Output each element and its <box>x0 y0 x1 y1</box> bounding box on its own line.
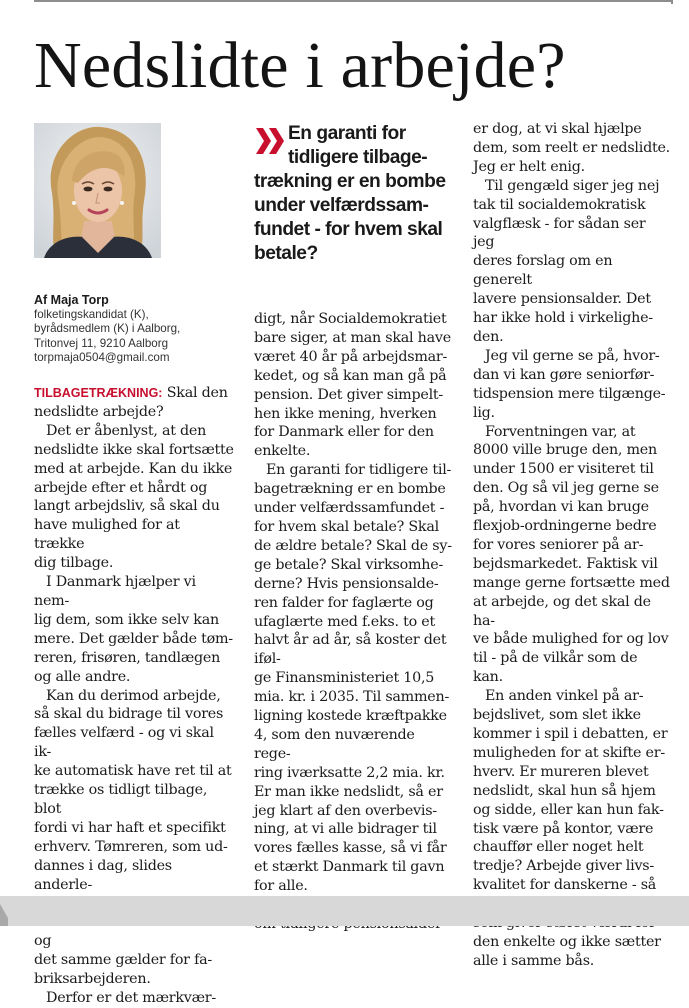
article-line: tidspension mere tilgænge- <box>473 385 666 402</box>
article-line: mia. kr. i 2035. Til sammen- <box>254 689 450 706</box>
article-line: nedslidte arbejde? <box>34 403 164 420</box>
article-paragraph <box>254 310 454 461</box>
article-line: En garanti for tidligere til- <box>266 462 452 479</box>
article-line: for hvem skal betale? Skal <box>254 518 439 535</box>
article-line: Det er åbenlyst, at den <box>46 422 207 439</box>
article-line: alle i samme bås. <box>473 952 595 969</box>
article-line: langt arbejdsliv, så skal du <box>34 498 220 515</box>
article-line: tredje? Arbejde giver livs- <box>473 858 654 875</box>
article-line: nedslidt, skal hun så hjem <box>473 782 656 799</box>
article-line: Derfor er det mærkvær- <box>46 990 216 1006</box>
article-line: et stærkt Danmark til gavn <box>254 859 445 876</box>
article-line: ge Finansministeriet 10,5 <box>254 670 435 687</box>
article-line: bagetrækning er en bombe <box>254 481 446 498</box>
article-line: erhverv. Tømreren, som ud- <box>34 838 228 855</box>
article-line: enkelte. <box>254 443 311 460</box>
article-line: 4, som den nuværende rege- <box>254 726 415 762</box>
article-line: tak til socialdemokratisk <box>473 196 646 213</box>
author-email[interactable]: torpmaja0504@gmail.com <box>34 351 170 365</box>
article-line: ve både mulighed for og lov <box>473 631 669 648</box>
article-line: den. <box>473 328 504 345</box>
article-line: lig. <box>473 404 495 421</box>
article-line: pension. Det giver simpelt- <box>254 386 443 403</box>
article-line: valgflæsk - for sådan ser jeg <box>473 215 646 251</box>
pull-quote-line: under velfærdssam- <box>254 195 429 216</box>
article-line: ke automatisk have ret til at <box>34 763 232 780</box>
article-paragraph <box>473 423 671 688</box>
article-line: fælles velfærd - og vi skal ik- <box>34 725 214 761</box>
article-line: under velfærdssamfundet - <box>254 500 445 517</box>
portrait-illustration <box>34 123 161 258</box>
article-line: for alle. <box>254 878 308 895</box>
article-line: Skal den <box>166 385 228 401</box>
article-paragraph <box>34 989 234 1008</box>
article-line: ufaglærte med f.eks. to et <box>254 613 435 630</box>
pull-quote-line: betale? <box>254 243 318 264</box>
article-line: bejdsmarkedet. Faktisk vil <box>473 555 658 572</box>
article-line: mange gerne fortsætte med <box>473 574 670 591</box>
article-paragraph <box>34 384 234 422</box>
article-line: halvt år ad år, så koster det iføl- <box>254 632 447 668</box>
article-line: Forventningen var, at <box>485 423 636 440</box>
article-line: ren falder for faglærte og <box>254 594 434 611</box>
article-line: og alle andre. <box>34 668 131 685</box>
article-paragraph <box>34 687 234 990</box>
article-line: kvalitet for danskerne - så <box>473 877 657 894</box>
article-line: bare siger, at man skal have <box>254 329 451 346</box>
article-line: for Danmark eller for den <box>254 424 434 441</box>
article-line: ring iværksatte 2,2 mia. kr. <box>254 764 445 781</box>
article-line: og <box>34 933 52 950</box>
article-line: på, hvordan vi kan bruge <box>473 499 649 516</box>
article-paragraph <box>473 177 671 347</box>
article-line: de ældre betale? Skal de sy- <box>254 537 452 554</box>
article-line: dannes i dag, slides anderle- <box>34 857 172 893</box>
author-info-line: Tritonvej 11, 9210 Aalborg <box>34 336 169 350</box>
article-column-3 <box>473 120 671 971</box>
article-line: muligheden for at skifte er- <box>473 744 665 761</box>
article-paragraph <box>473 120 671 177</box>
pull-quote-line: trækning er en bombe <box>254 171 446 192</box>
article-line: under 1500 er visiteret til <box>473 461 654 478</box>
article-line: flexjob-ordningerne bedre <box>473 518 657 535</box>
article-line: 8000 ville bruge den, men <box>473 442 657 459</box>
article-line: trække os tidligt tilbage, blot <box>34 782 208 817</box>
article-line: dem, som reelt er nedslidte. <box>473 139 670 156</box>
page-footer-bar <box>0 896 689 926</box>
author-info-line: folketingskandidat (K), <box>34 308 149 321</box>
article-line: have mulighed for at trække <box>34 517 180 553</box>
headline: Nedslidte i arbejde? <box>34 29 566 102</box>
pull-quote-line: fundet - for hvem skal <box>254 219 443 240</box>
article-line: lig dem, som ikke selv kan <box>34 611 219 628</box>
article-line: deres forslag om en generelt <box>473 253 613 289</box>
article-line: mere. Det gælder både tøm- <box>34 630 233 647</box>
article-line: chauffør eller noget helt <box>473 839 644 856</box>
article-line: En anden vinkel på ar- <box>485 688 644 705</box>
article-paragraph <box>34 573 234 686</box>
article-paragraph <box>473 347 671 423</box>
pull-quote-line: tidligere tilbage- <box>288 147 428 168</box>
article-line: briksarbejderen. <box>34 971 151 988</box>
article-line: reren, frisøren, tandlægen <box>34 649 221 666</box>
article-line: den enkelte og ikke sætter <box>473 933 661 950</box>
article-line: digt, når Socialdemokratiet <box>254 311 447 327</box>
top-rule <box>34 0 672 2</box>
article-line: Er man ikke nedslidt, så er <box>254 783 443 800</box>
article-line: hen ikke mening, hverken <box>254 405 437 422</box>
article-line: jeg klart af den overbevis- <box>254 802 437 819</box>
article-line: ning, at vi alle bidrager til <box>254 821 437 838</box>
author-name: Af Maja Torp <box>34 293 109 307</box>
article-line: I Danmark hjælper vi nem- <box>34 574 196 609</box>
article-line: derne? Hvis pensionsalde- <box>254 575 439 592</box>
lead-label: TILBAGETRÆKNING: <box>34 386 163 400</box>
article-line: fordi vi har haft et specifikt <box>34 819 226 836</box>
article-line: dan vi kan gøre seniorfør- <box>473 366 655 383</box>
article-line: er dog, at vi skal hjælpe <box>473 121 642 137</box>
article-line: kommer i spil i debatten, er <box>473 726 668 742</box>
author-photo <box>34 123 161 258</box>
article-paragraph <box>473 687 671 971</box>
article-paragraph <box>34 422 234 573</box>
article-line: har ikke hold i virkelighe- <box>473 310 653 327</box>
article-line: Til gengæld siger jeg nej <box>485 177 660 194</box>
article-line: den. Og så vil jeg gerne se <box>473 480 659 497</box>
article-line: dig tilbage. <box>34 555 114 572</box>
double-chevron-quote-icon <box>254 126 288 156</box>
article-line: at arbejde, og det skal de ha- <box>473 593 651 629</box>
pull-quote <box>254 122 454 266</box>
article-line: nedslidte ikke skal fortsætte <box>34 441 234 458</box>
article-line: tisk være på kontor, være <box>473 820 654 837</box>
top-rule-corner <box>671 0 673 4</box>
author-byline <box>34 292 234 366</box>
author-info-line: byrådsmedlem (K) i Aalborg, <box>34 322 181 336</box>
page-curl-icon <box>0 904 8 926</box>
article-line: til - på de vilkår som de kan. <box>473 650 638 686</box>
article-line: Jeg vil gerne se på, hvor- <box>485 347 660 364</box>
article-line: vores fælles kasse, så vi får <box>254 840 447 857</box>
article-line: bejdslivet, som slet ikke <box>473 707 641 724</box>
article-line: lavere pensionsalder. Det <box>473 291 651 308</box>
article-line: ge betale? Skal virksomhe- <box>254 556 444 573</box>
pull-quote-line: En garanti for <box>288 123 406 144</box>
article-column-2 <box>254 310 454 934</box>
article-line: Kan du derimod arbejde, <box>46 687 221 704</box>
article-line: arbejde efter et hårdt og <box>34 479 208 496</box>
article-line: Jeg er helt enig. <box>473 158 585 175</box>
article-line: så skal du bidrage til vores <box>34 706 224 723</box>
article-line: med at arbejde. Kan du ikke <box>34 460 233 477</box>
article-paragraph <box>254 461 454 896</box>
article-line: for vores seniorer på ar- <box>473 536 644 553</box>
article-line: kedet, og så kan man gå på <box>254 367 447 384</box>
article-line: været 40 år på arbejdsmar- <box>254 348 448 365</box>
article-line: og sidde, eller kan hun fak- <box>473 801 664 818</box>
article-line: hverv. Er mureren blevet <box>473 763 649 780</box>
article-line: ligning kostede kræftpakke <box>254 708 447 725</box>
article-line: det samme gælder for fa- <box>34 952 212 969</box>
